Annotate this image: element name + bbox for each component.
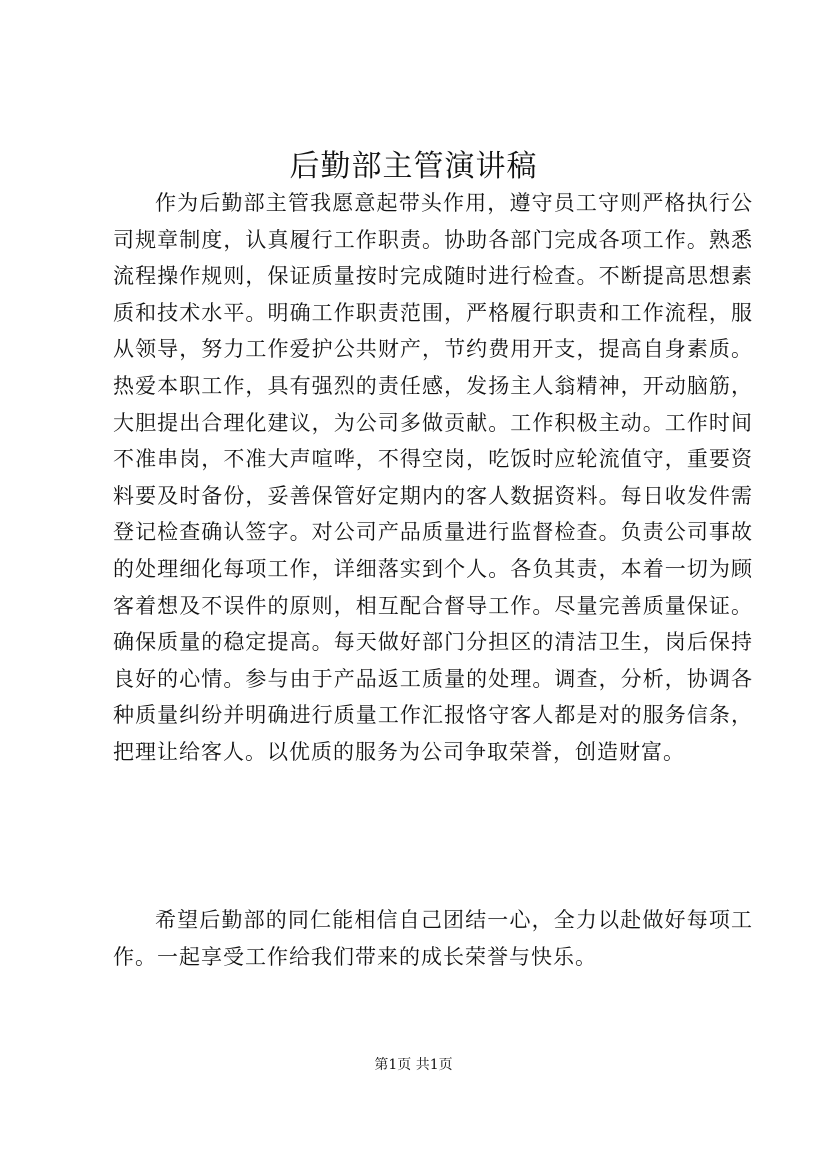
page-footer: 第1页 共1页 xyxy=(374,1057,453,1073)
body-paragraph-1: 作为后勤部主管我愿意起带头作用，遵守员工守则严格执行公司规章制度，认真履行工作职责。协助各部门完成各项工作。熟悉流程操作规则，保证质量按时完成随时进行检查。不断提高思想素质和技术水平。明确工作职责范围，严格履行职责和工作流程，服从领导，努力工作爱护公共财产，节约费用开支，提高自身素质。热爱本职工作，具有强烈的责任感，发扬主人翁精神，开动脑筋，大胆提出合理化建议，为公司多做贡献。工作积极主动。工作时间不准串岗，不准大声喧哗，不得空岗，吃饭时应轮流值守，重要资料要及时备份，妥善保管好定期内的客人数据资料。每日收发件需登记检查确认签字。对公司产品质量进行监督检查。负责公司事故的处理细化每项工作，详细落实到个人。各负其责，本着一切为顾客着想及不误件的原则，相互配合督导工作。尽量完善质量保证。确保质量的稳定提高。每天做好部门分担区的清洁卫生，岗后保持良好的心情。参与由于产品返工质量的处理。调查，分析，协调各种质量纠纷并明确进行质量工作汇报恪守客人都是对的服务信条，把理让给客人。以优质的服务为公司争取荣誉，创造财富。 xyxy=(113,191,753,764)
document-title: 后勤部主管演讲稿 xyxy=(289,149,538,184)
body-paragraph-2: 希望后勤部的同仁能相信自己团结一心，全力以赴做好每项工作。一起享受工作给我们带来的成长荣誉与快乐。 xyxy=(113,908,753,969)
